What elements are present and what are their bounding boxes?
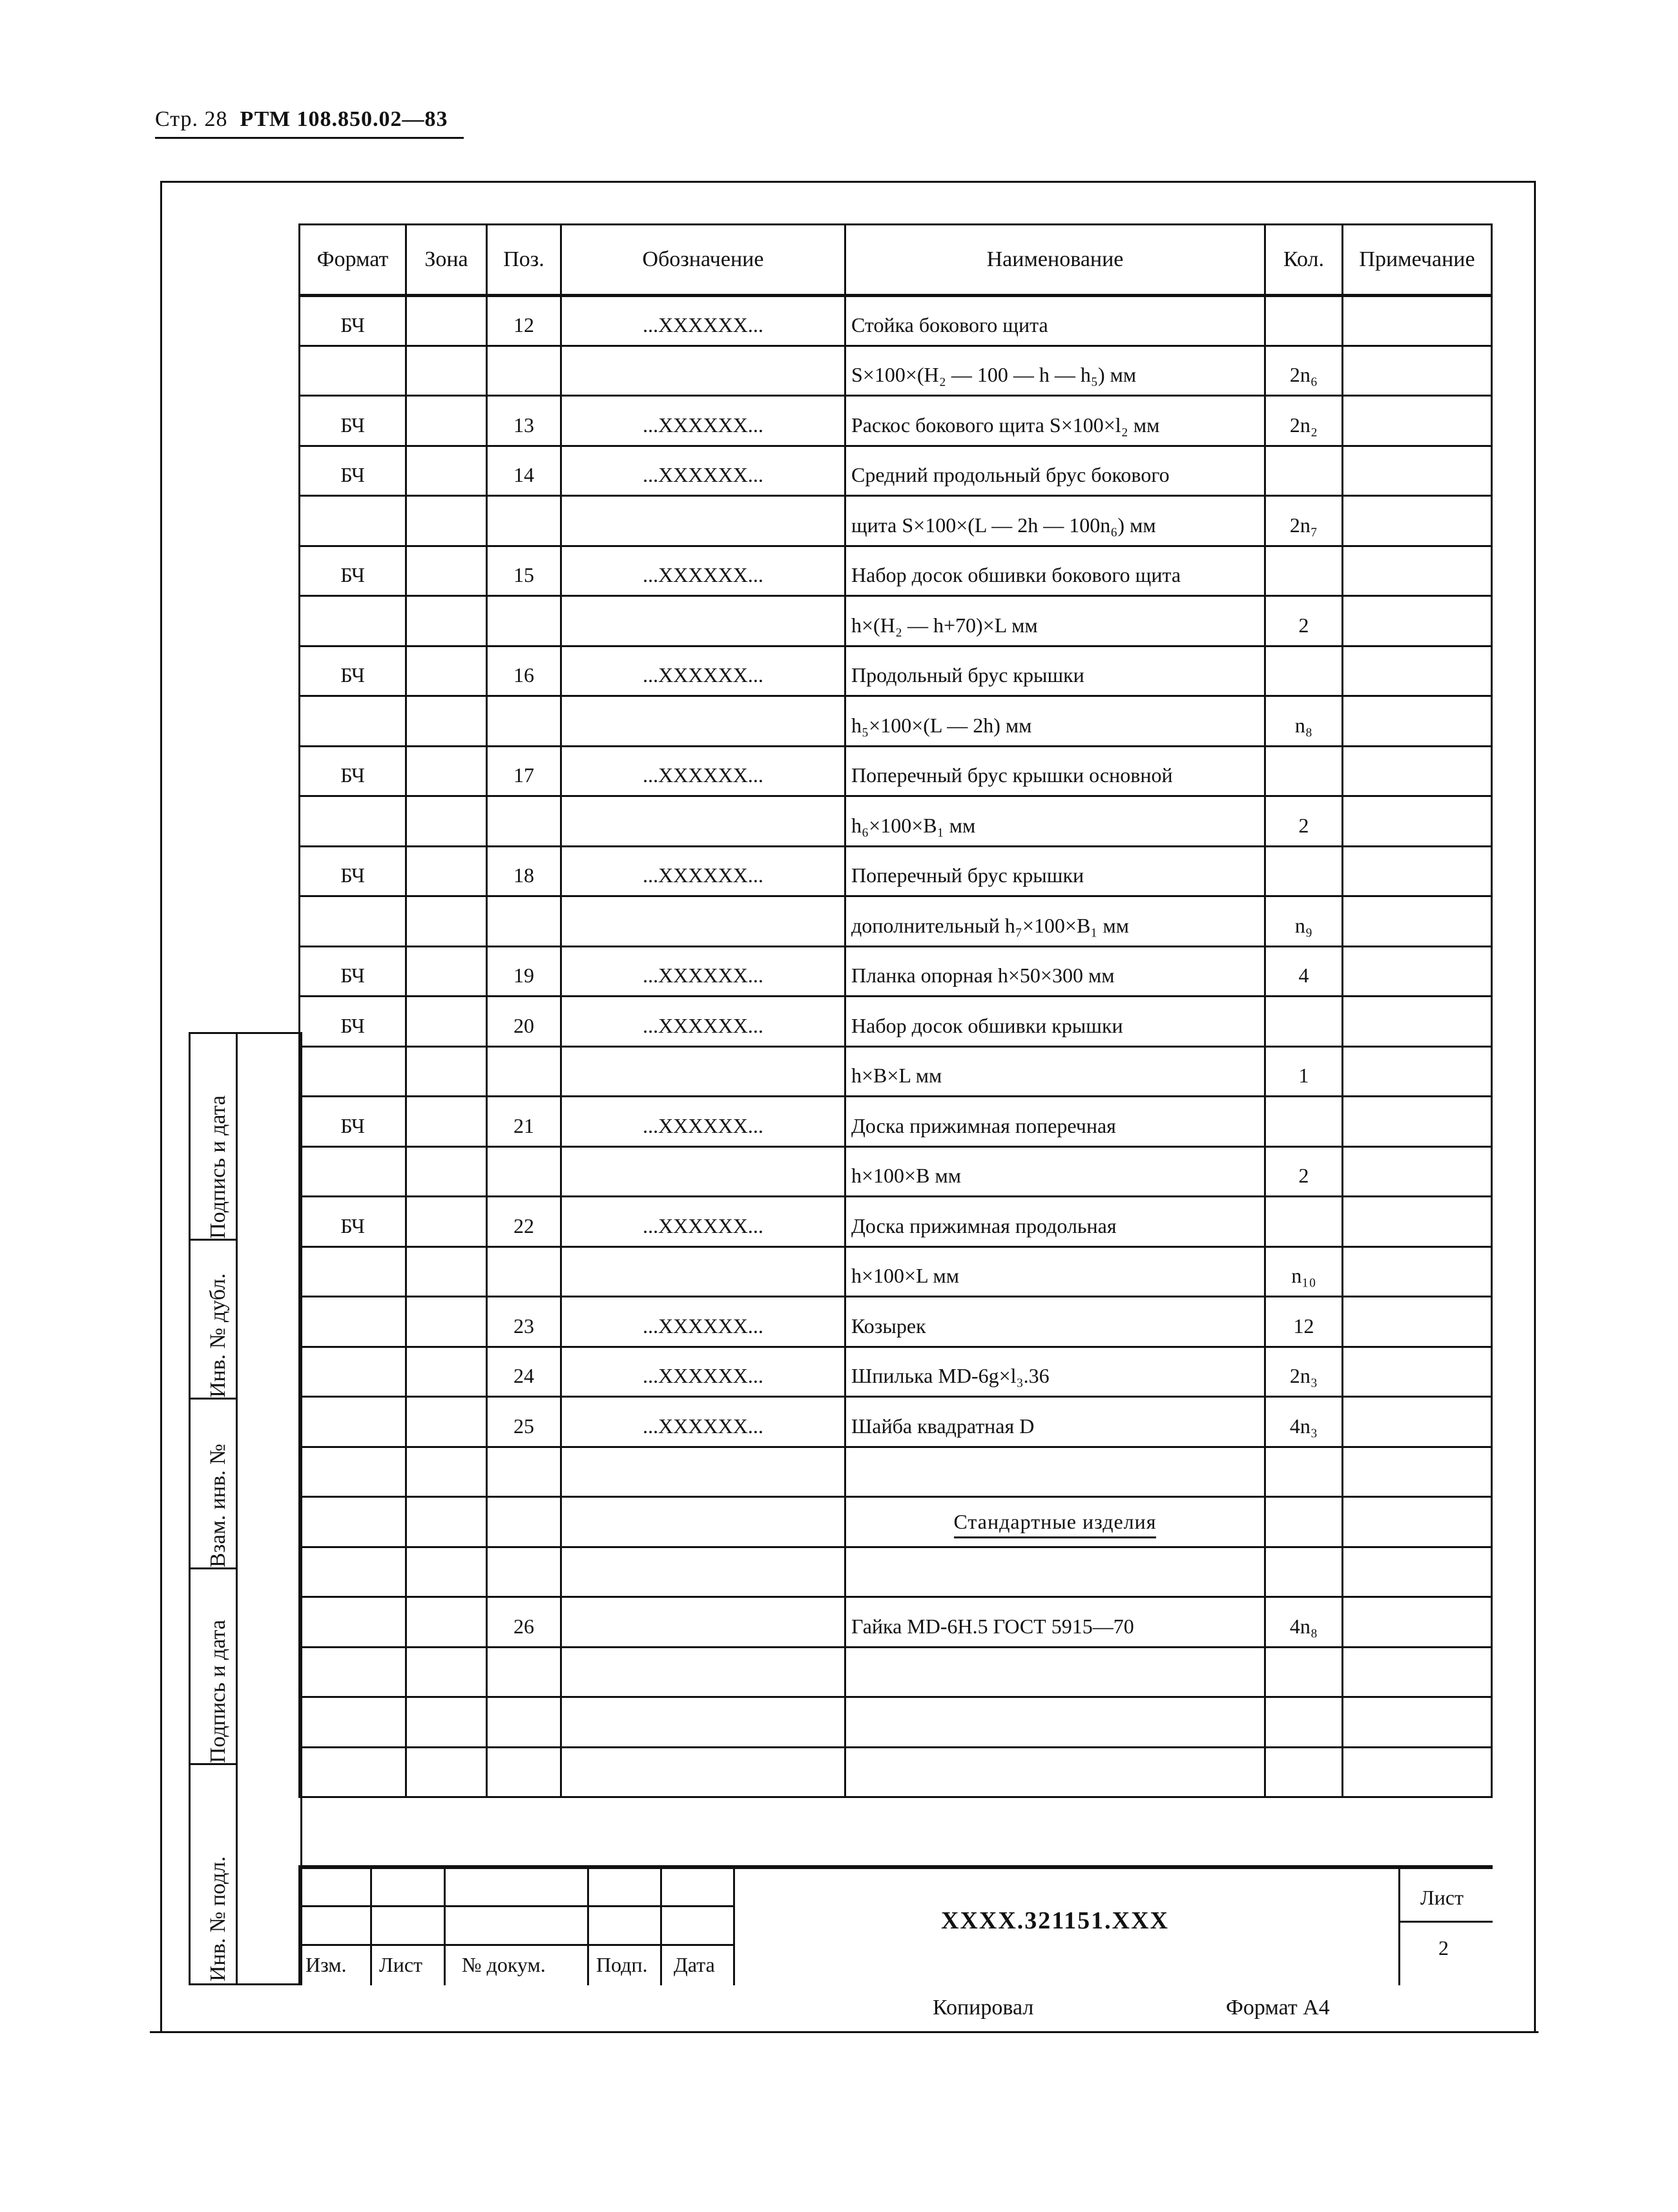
table-row: [300, 396, 1492, 446]
cell-designation: ...XXXXXX...: [561, 1397, 845, 1447]
cell-name: h×B×L мм: [845, 1046, 1265, 1097]
cell-zone: [406, 1347, 487, 1397]
cell-designation: ...XXXXXX...: [561, 546, 845, 596]
cell-name: Козырек: [845, 1297, 1265, 1347]
cell-zone: [406, 1497, 487, 1547]
cell-pos: 19: [487, 946, 561, 997]
cell-note: [1343, 1046, 1492, 1097]
cell-format: БЧ: [300, 1197, 406, 1247]
cell-note: [1343, 696, 1492, 747]
cell-note: [1343, 1497, 1492, 1547]
cell-name: Доска прижимная поперечная: [845, 1097, 1265, 1147]
cell-pos: [487, 1447, 561, 1497]
cell-qty: [1265, 546, 1343, 596]
table-row: [300, 946, 1492, 997]
cell-zone: [406, 1097, 487, 1147]
cell-format: [300, 346, 406, 396]
table-row: [300, 1347, 1492, 1397]
table-row: [300, 296, 1492, 346]
cell-name: Средний продольный брус бокового: [845, 446, 1265, 496]
cell-format: БЧ: [300, 396, 406, 446]
cell-pos: 25: [487, 1397, 561, 1447]
cell-qty: 2: [1265, 1146, 1343, 1197]
cell-name: Шпилька MD-6g×l₃.36: [845, 1347, 1265, 1397]
cell-qty: [1265, 1747, 1343, 1797]
cell-designation: [561, 1747, 845, 1797]
cell-format: [300, 1297, 406, 1347]
cell-qty: [1265, 997, 1343, 1047]
table-row: [300, 1246, 1492, 1297]
cell-note: [1343, 1347, 1492, 1397]
cell-pos: 22: [487, 1197, 561, 1247]
cell-pos: 18: [487, 846, 561, 896]
cell-format: [300, 1647, 406, 1697]
cell-pos: 17: [487, 746, 561, 796]
cell-pos: 26: [487, 1597, 561, 1648]
tb-label-change: Изм.: [306, 1953, 347, 1976]
stamp-blank-column: [236, 1034, 302, 1983]
table-header-row: [300, 225, 1492, 296]
cell-name: Набор досок обшивки крышки: [845, 997, 1265, 1047]
cell-pos: 13: [487, 396, 561, 446]
cell-format: [300, 1747, 406, 1797]
cell-qty: 12: [1265, 1297, 1343, 1347]
cell-designation: ...XXXXXX...: [561, 1097, 845, 1147]
cell-name: щита S×100×(L — 2h — 100n₆) мм: [845, 496, 1265, 546]
cell-designation: ...XXXXXX...: [561, 1297, 845, 1347]
table-row: [300, 1197, 1492, 1247]
cell-note: [1343, 1547, 1492, 1597]
col-pos: Поз.: [487, 225, 561, 296]
cell-zone: [406, 1697, 487, 1748]
cell-format: БЧ: [300, 446, 406, 496]
cell-format: [300, 1547, 406, 1597]
cell-designation: [561, 1647, 845, 1697]
cell-name: Продольный брус крышки: [845, 646, 1265, 696]
col-format: Формат: [300, 225, 406, 296]
cell-zone: [406, 296, 487, 346]
table-row: [300, 1647, 1492, 1697]
cell-zone: [406, 796, 487, 847]
cell-name: Доска прижимная продольная: [845, 1197, 1265, 1247]
tb-sheet-number: 2: [1438, 1936, 1449, 1959]
tb-label-sign: Подп.: [596, 1953, 648, 1976]
cell-zone: [406, 1297, 487, 1347]
cell-pos: 12: [487, 296, 561, 346]
page-number: Стр. 28: [155, 107, 228, 131]
tb-label-date: Дата: [674, 1953, 715, 1976]
cell-zone: [406, 646, 487, 696]
cell-pos: 20: [487, 997, 561, 1047]
cell-qty: n₁₀: [1265, 1246, 1343, 1297]
cell-format: [300, 1497, 406, 1547]
header-underline: [155, 137, 464, 139]
cell-zone: [406, 1397, 487, 1447]
cell-format: БЧ: [300, 746, 406, 796]
document-number: XXXX.321151.XXX: [941, 1907, 1169, 1934]
cell-designation: ...XXXXXX...: [561, 1197, 845, 1247]
cell-qty: 2n₆: [1265, 346, 1343, 396]
title-block: [298, 1865, 1493, 1985]
cell-pos: [487, 1647, 561, 1697]
cell-pos: [487, 696, 561, 747]
cell-name: Набор досок обшивки бокового щита: [845, 546, 1265, 596]
cell-pos: [487, 796, 561, 847]
cell-name: [845, 1697, 1265, 1748]
cell-format: БЧ: [300, 1097, 406, 1147]
cell-qty: 2: [1265, 596, 1343, 646]
cell-designation: [561, 1246, 845, 1297]
cell-qty: [1265, 1497, 1343, 1547]
table-row: [300, 1097, 1492, 1147]
cell-zone: [406, 546, 487, 596]
cell-qty: [1265, 446, 1343, 496]
cell-name: h₅×100×(L — 2h) мм: [845, 696, 1265, 747]
stamp-cell: [191, 1765, 236, 1981]
cell-designation: [561, 796, 845, 847]
cell-zone: [406, 496, 487, 546]
cell-zone: [406, 446, 487, 496]
cell-zone: [406, 1146, 487, 1197]
table-row: [300, 1697, 1492, 1748]
cell-note: [1343, 1146, 1492, 1197]
cell-designation: [561, 496, 845, 546]
cell-note: [1343, 1246, 1492, 1297]
cell-pos: [487, 1146, 561, 1197]
cell-zone: [406, 1046, 487, 1097]
cell-note: [1343, 1697, 1492, 1748]
cell-designation: [561, 1046, 845, 1097]
cell-pos: 14: [487, 446, 561, 496]
col-note: Примечание: [1343, 225, 1492, 296]
cell-qty: [1265, 1547, 1343, 1597]
cell-format: [300, 496, 406, 546]
table-row: [300, 1597, 1492, 1648]
cell-note: [1343, 1597, 1492, 1648]
frame-bottom-line: [150, 2031, 1538, 2033]
cell-name: Поперечный брус крышки основной: [845, 746, 1265, 796]
cell-note: [1343, 1097, 1492, 1147]
cell-format: [300, 596, 406, 646]
table-row: [300, 1747, 1492, 1797]
cell-pos: [487, 1547, 561, 1597]
cell-designation: [561, 1547, 845, 1597]
cell-format: [300, 1146, 406, 1197]
table-row: [300, 1447, 1492, 1497]
cell-note: [1343, 796, 1492, 847]
cell-qty: n₉: [1265, 896, 1343, 947]
cell-qty: [1265, 1447, 1343, 1497]
cell-qty: 2: [1265, 796, 1343, 847]
table-row: [300, 346, 1492, 396]
cell-designation: ...XXXXXX...: [561, 396, 845, 446]
cell-zone: [406, 396, 487, 446]
cell-zone: [406, 896, 487, 947]
table-row: [300, 446, 1492, 496]
cell-format: [300, 796, 406, 847]
cell-note: [1343, 946, 1492, 997]
table-row: [300, 846, 1492, 896]
cell-name: [845, 1747, 1265, 1797]
cell-pos: [487, 1747, 561, 1797]
col-designation: Обозначение: [561, 225, 845, 296]
cell-format: БЧ: [300, 296, 406, 346]
cell-zone: [406, 1747, 487, 1797]
cell-name: Стойка бокового щита: [845, 296, 1265, 346]
cell-designation: [561, 1447, 845, 1497]
cell-zone: [406, 997, 487, 1047]
cell-designation: ...XXXXXX...: [561, 446, 845, 496]
stamp-cell: [191, 1569, 236, 1765]
cell-name: [845, 1447, 1265, 1497]
cell-designation: [561, 346, 845, 396]
table-row: [300, 1547, 1492, 1597]
table-row: [300, 1297, 1492, 1347]
cell-format: [300, 1347, 406, 1397]
cell-pos: [487, 896, 561, 947]
cell-name: h×100×L мм: [845, 1246, 1265, 1297]
cell-zone: [406, 1246, 487, 1297]
cell-format: БЧ: [300, 997, 406, 1047]
cell-designation: [561, 1697, 845, 1748]
cell-name: Планка опорная h×50×300 мм: [845, 946, 1265, 997]
page-header: [155, 107, 448, 132]
cell-qty: 2n₇: [1265, 496, 1343, 546]
cell-designation: ...XXXXXX...: [561, 997, 845, 1047]
table-row: [300, 1397, 1492, 1447]
stamp-label: Взам. инв. №: [206, 1443, 230, 1567]
stamp-cell: [191, 1241, 236, 1400]
cell-designation: ...XXXXXX...: [561, 296, 845, 346]
cell-designation: [561, 896, 845, 947]
cell-qty: 1: [1265, 1046, 1343, 1097]
cell-note: [1343, 1747, 1492, 1797]
cell-note: [1343, 846, 1492, 896]
cell-format: [300, 1397, 406, 1447]
cell-qty: [1265, 1647, 1343, 1697]
cell-note: [1343, 896, 1492, 947]
cell-zone: [406, 1597, 487, 1648]
cell-name: Шайба квадратная D: [845, 1397, 1265, 1447]
cell-designation: ...XXXXXX...: [561, 746, 845, 796]
cell-qty: [1265, 1697, 1343, 1748]
cell-note: [1343, 396, 1492, 446]
cell-format: [300, 1697, 406, 1748]
tb-sheet-label: Лист: [1420, 1886, 1464, 1909]
cell-qty: 2n₂: [1265, 396, 1343, 446]
stamp-label: Инв. № дубл.: [206, 1273, 230, 1398]
cell-zone: [406, 1197, 487, 1247]
cell-format: [300, 1046, 406, 1097]
cell-name: S×100×(H₂ — 100 — h — h₅) мм: [845, 346, 1265, 396]
cell-designation: [561, 1497, 845, 1547]
cell-name: дополнительный h₇×100×B₁ мм: [845, 896, 1265, 947]
cell-name: h×100×B мм: [845, 1146, 1265, 1197]
cell-note: [1343, 1647, 1492, 1697]
cell-designation: [561, 1146, 845, 1197]
cell-zone: [406, 946, 487, 997]
table-row: [300, 896, 1492, 947]
cell-designation: [561, 1597, 845, 1648]
table-row: [300, 746, 1492, 796]
cell-zone: [406, 1447, 487, 1497]
cell-pos: 15: [487, 546, 561, 596]
cell-qty: [1265, 846, 1343, 896]
table-row: [300, 696, 1492, 747]
cell-qty: 4: [1265, 946, 1343, 997]
cell-zone: [406, 846, 487, 896]
cell-designation: ...XXXXXX...: [561, 646, 845, 696]
cell-name: Раскос бокового щита S×100×l₂ мм: [845, 396, 1265, 446]
cell-qty: [1265, 1097, 1343, 1147]
left-stamp: [189, 1032, 302, 1985]
cell-note: [1343, 446, 1492, 496]
cell-zone: [406, 746, 487, 796]
cell-pos: [487, 1246, 561, 1297]
section-title: Стандартные изделия: [954, 1510, 1157, 1538]
cell-pos: [487, 496, 561, 546]
table-row: [300, 496, 1492, 546]
cell-format: БЧ: [300, 946, 406, 997]
cell-qty: 4n₃: [1265, 1397, 1343, 1447]
table-row: [300, 796, 1492, 847]
specification-table: [298, 223, 1493, 1798]
cell-note: [1343, 596, 1492, 646]
cell-qty: 4n₈: [1265, 1597, 1343, 1648]
table-row: [300, 596, 1492, 646]
cell-note: [1343, 1197, 1492, 1247]
cell-pos: [487, 1497, 561, 1547]
cell-designation: [561, 596, 845, 646]
cell-qty: 2n₃: [1265, 1347, 1343, 1397]
cell-name: Поперечный брус крышки: [845, 846, 1265, 896]
cell-pos: 24: [487, 1347, 561, 1397]
cell-format: БЧ: [300, 646, 406, 696]
table-row: [300, 997, 1492, 1047]
cell-qty: [1265, 1197, 1343, 1247]
tb-label-sheet: Лист: [379, 1953, 423, 1976]
cell-zone: [406, 696, 487, 747]
cell-qty: [1265, 646, 1343, 696]
stamp-cell: [191, 1400, 236, 1569]
cell-zone: [406, 596, 487, 646]
table-body: [300, 296, 1492, 1797]
cell-designation: ...XXXXXX...: [561, 946, 845, 997]
stamp-cell: [191, 1034, 236, 1241]
cell-zone: [406, 1547, 487, 1597]
table-row: [300, 1146, 1492, 1197]
cell-name: h₆×100×B₁ мм: [845, 796, 1265, 847]
cell-format: [300, 696, 406, 747]
stamp-label: Инв. № подл.: [206, 1856, 230, 1981]
cell-designation: ...XXXXXX...: [561, 846, 845, 896]
cell-note: [1343, 997, 1492, 1047]
table-row: [300, 646, 1492, 696]
cell-name: [845, 1497, 1265, 1547]
cell-note: [1343, 1297, 1492, 1347]
cell-format: [300, 896, 406, 947]
cell-pos: 23: [487, 1297, 561, 1347]
col-qty: Кол.: [1265, 225, 1343, 296]
table-row: [300, 1046, 1492, 1097]
cell-note: [1343, 746, 1492, 796]
cell-designation: ...XXXXXX...: [561, 1347, 845, 1397]
cell-zone: [406, 1647, 487, 1697]
cell-note: [1343, 1447, 1492, 1497]
cell-note: [1343, 646, 1492, 696]
cell-name: [845, 1547, 1265, 1597]
cell-qty: n₈: [1265, 696, 1343, 747]
footer-copied: Копировал: [933, 1996, 1034, 2020]
stamp-label: Подпись и дата: [206, 1620, 230, 1763]
cell-pos: [487, 346, 561, 396]
cell-name: h×(H₂ — h+70)×L мм: [845, 596, 1265, 646]
cell-pos: [487, 596, 561, 646]
cell-designation: [561, 696, 845, 747]
cell-zone: [406, 346, 487, 396]
cell-note: [1343, 296, 1492, 346]
footer-format: Формат А4: [1226, 1996, 1330, 2020]
table-row: [300, 546, 1492, 596]
cell-note: [1343, 546, 1492, 596]
cell-pos: 21: [487, 1097, 561, 1147]
cell-note: [1343, 1397, 1492, 1447]
cell-format: [300, 1246, 406, 1297]
cell-qty: [1265, 746, 1343, 796]
cell-note: [1343, 346, 1492, 396]
table-row: [300, 1497, 1492, 1547]
cell-format: [300, 1597, 406, 1648]
cell-format: БЧ: [300, 546, 406, 596]
cell-format: БЧ: [300, 846, 406, 896]
col-zone: Зона: [406, 225, 487, 296]
stamp-label: Подпись и дата: [206, 1095, 230, 1239]
col-name: Наименование: [845, 225, 1265, 296]
cell-note: [1343, 496, 1492, 546]
doc-code: РТМ 108.850.02—83: [240, 107, 448, 131]
cell-pos: 16: [487, 646, 561, 696]
tb-label-doc: № докум.: [462, 1953, 546, 1976]
cell-pos: [487, 1697, 561, 1748]
cell-format: [300, 1447, 406, 1497]
cell-name: Гайка MD-6H.5 ГОСТ 5915—70: [845, 1597, 1265, 1648]
cell-pos: [487, 1046, 561, 1097]
cell-qty: [1265, 296, 1343, 346]
cell-name: [845, 1647, 1265, 1697]
